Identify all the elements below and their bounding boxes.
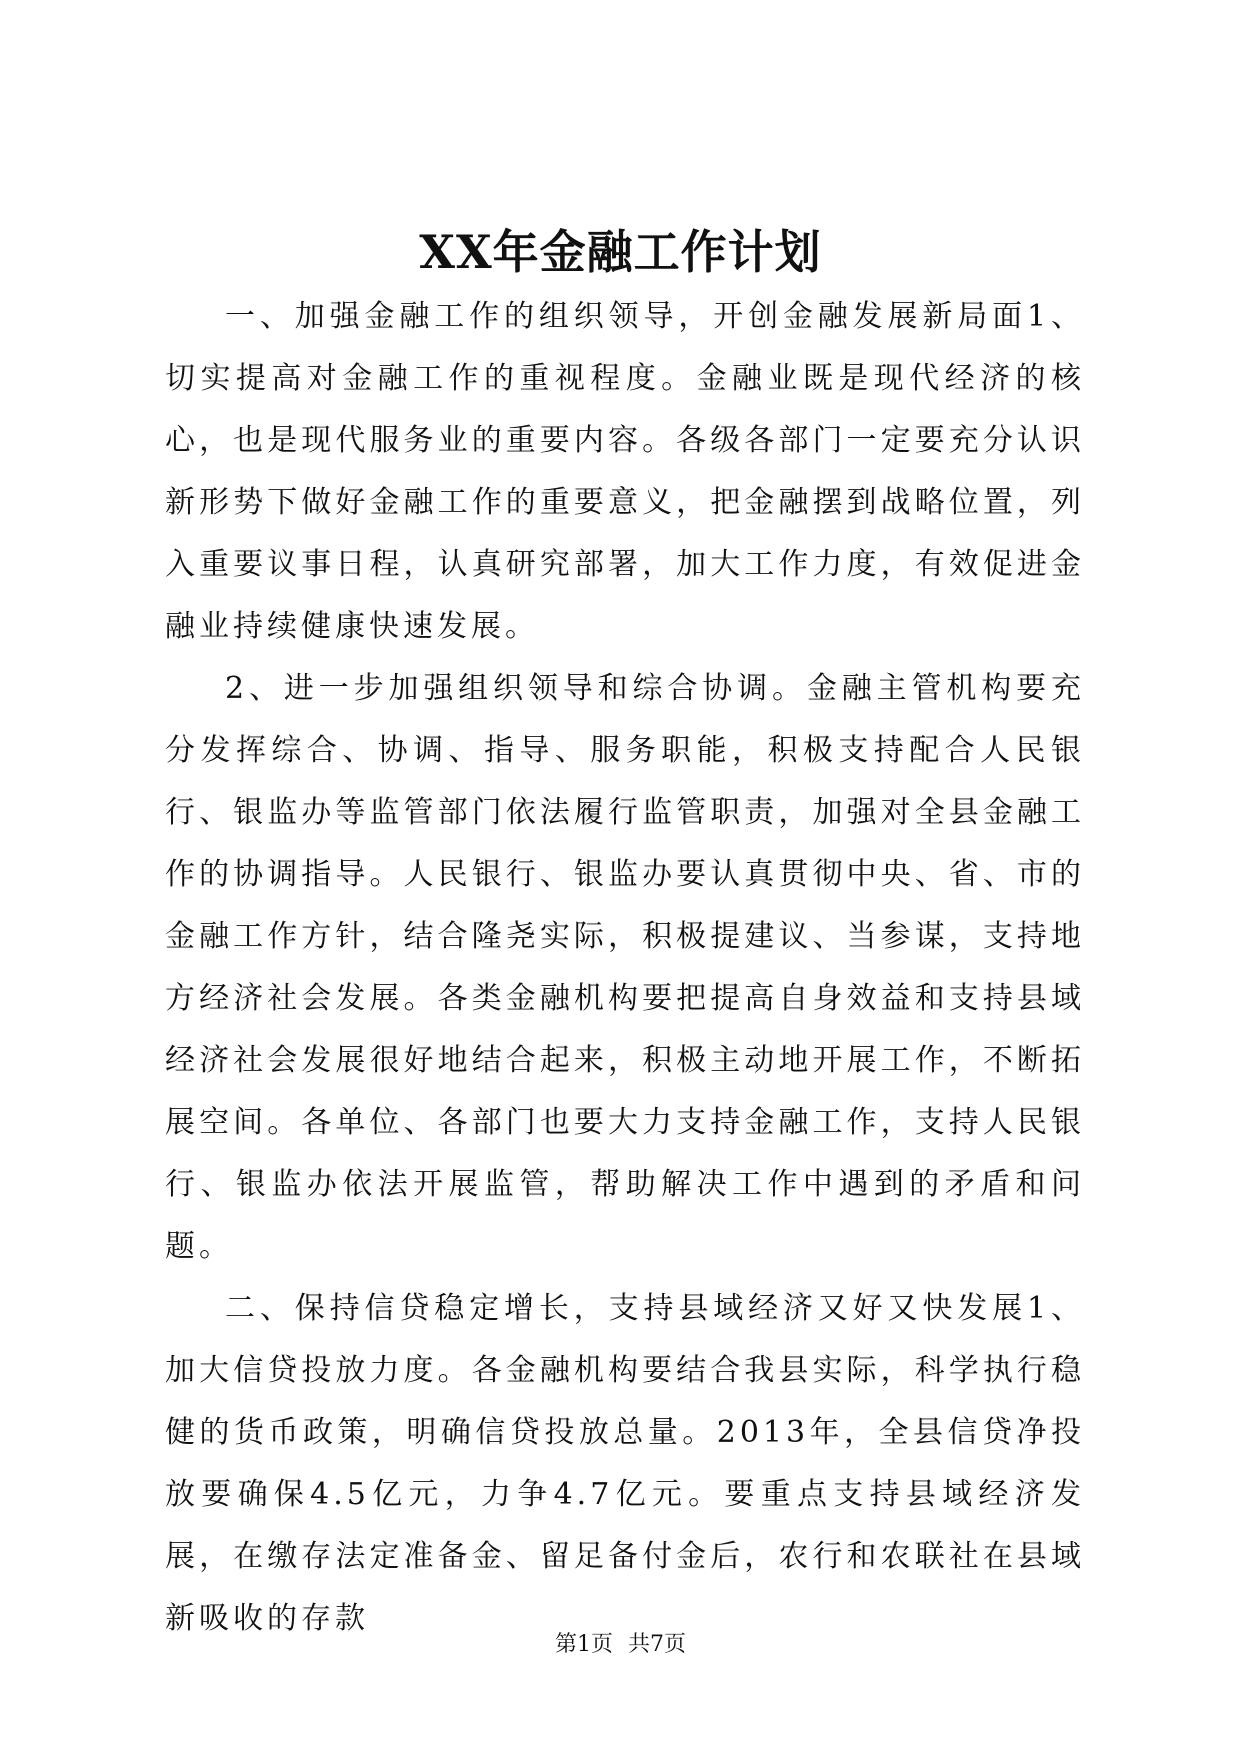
page-footer <box>0 1630 1241 1660</box>
document-title: XX年金融工作计划 <box>419 225 822 279</box>
paragraph: 二、保持信贷稳定增长，支持县域经济又好又快发展1、加大信贷投放力度。各金融机构要结合我县实际，科学执行稳健的货币政策，明确信贷投放总量。2013年，全县信贷净投放要确保4.5亿元，力争4.7亿元。要重点支持县域经济发展，在缴存法定准备金、留足备付金后，农行和农联社在县域新吸收的存款 <box>165 1291 1085 1636</box>
document-body <box>165 286 1085 1650</box>
paragraph: 一、加强金融工作的组织领导，开创金融发展新局面1、切实提高对金融工作的重视程度。金融业既是现代经济的核心，也是现代服务业的重要内容。各级各部门一定要充分认识新形势下做好金融工作的重要意义，把金融摆到战略位置，列入重要议事日程，认真研究部署，加大工作力度，有效促进金融业持续健康快速发展。 <box>165 299 1085 644</box>
page-number: 第1页 <box>555 1632 613 1657</box>
page-total: 共7页 <box>628 1632 686 1657</box>
paragraph: 2、进一步加强组织领导和综合协调。金融主管机构要充分发挥综合、协调、指导、服务职能，积极支持配合人民银行、银监办等监管部门依法履行监管职责，加强对全县金融工作的协调指导。人民银行、银监办要认真贯彻中央、省、市的金融工作方针，结合隆尧实际，积极提建议、当参谋，支持地方经济社会发展。各类金融机构要把提高自身效益和支持县域经济社会发展很好地结合起来，积极主动地开展工作，不断拓展空间。各单位、各部门也要大力支持金融工作，支持人民银行、银监办依法开展监管，帮助解决工作中遇到的矛盾和问题。 <box>165 671 1085 1264</box>
